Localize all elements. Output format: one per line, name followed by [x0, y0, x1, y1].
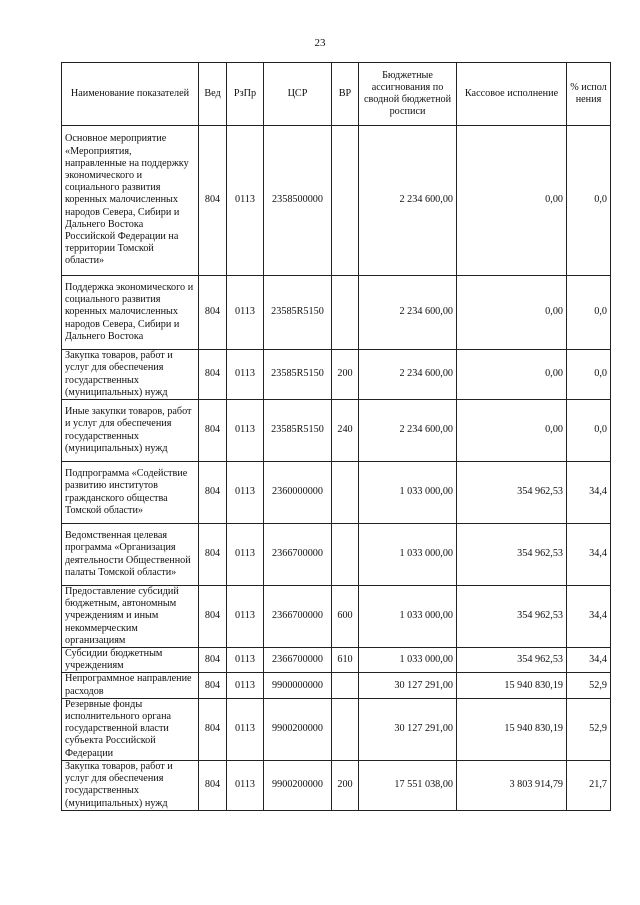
cell-rzpr: 0113	[227, 586, 264, 648]
header-ved: Вед	[199, 63, 227, 126]
cell-rzpr: 0113	[227, 648, 264, 673]
cell-pct: 0,0	[567, 126, 611, 276]
cell-name: Иные закупки товаров, работ и услуг для обеспечения государственных (муниципальных) нужд	[62, 400, 199, 462]
cell-cash: 0,00	[457, 350, 567, 400]
cell-ved: 804	[199, 400, 227, 462]
cell-rzpr: 0113	[227, 400, 264, 462]
cell-budget: 2 234 600,00	[359, 350, 457, 400]
header-cash: Кассовое исполнение	[457, 63, 567, 126]
cell-rzpr: 0113	[227, 126, 264, 276]
cell-vr: 610	[332, 648, 359, 673]
cell-vr	[332, 698, 359, 760]
cell-cash: 3 803 914,79	[457, 760, 567, 810]
cell-ved: 804	[199, 126, 227, 276]
cell-csr: 23585R5150	[264, 276, 332, 350]
cell-ved: 804	[199, 276, 227, 350]
table-row	[62, 350, 611, 400]
cell-vr	[332, 524, 359, 586]
cell-rzpr: 0113	[227, 698, 264, 760]
table-row	[62, 760, 611, 810]
cell-pct: 34,4	[567, 524, 611, 586]
cell-csr: 9900200000	[264, 760, 332, 810]
cell-csr: 9900000000	[264, 673, 332, 698]
cell-name: Основное мероприятие «Мероприятия, направленные на поддержку экономического и социального развития коренных малочисленных народов Севера, Сибири и Дальнего Востока Российской Федерации на территории Томской области»	[62, 126, 199, 276]
cell-name: Непрограммное направление расходов	[62, 673, 199, 698]
cell-cash: 354 962,53	[457, 524, 567, 586]
cell-cash: 15 940 830,19	[457, 698, 567, 760]
cell-csr: 23585R5150	[264, 350, 332, 400]
table-row	[62, 586, 611, 648]
cell-ved: 804	[199, 586, 227, 648]
cell-pct: 52,9	[567, 698, 611, 760]
cell-vr: 200	[332, 350, 359, 400]
cell-name: Закупка товаров, работ и услуг для обеспечения государственных (муниципальных) нужд	[62, 350, 199, 400]
cell-cash: 15 940 830,19	[457, 673, 567, 698]
cell-name: Поддержка экономического и социального развития коренных малочисленных народов Севера, Сибири и Дальнего Востока	[62, 276, 199, 350]
cell-pct: 0,0	[567, 350, 611, 400]
table-row	[62, 673, 611, 698]
cell-cash: 0,00	[457, 276, 567, 350]
header-csr: ЦСР	[264, 63, 332, 126]
page-number: 23	[314, 37, 326, 49]
cell-cash: 354 962,53	[457, 462, 567, 524]
cell-budget: 1 033 000,00	[359, 524, 457, 586]
cell-cash: 0,00	[457, 400, 567, 462]
cell-ved: 804	[199, 524, 227, 586]
cell-ved: 804	[199, 698, 227, 760]
cell-ved: 804	[199, 673, 227, 698]
cell-budget: 2 234 600,00	[359, 400, 457, 462]
header-rzpr: РзПр	[227, 63, 264, 126]
cell-csr: 2366700000	[264, 524, 332, 586]
cell-name: Ведомственная целевая программа «Организация деятельности Общественной палаты Томской области»	[62, 524, 199, 586]
cell-csr: 2358500000	[264, 126, 332, 276]
table-row	[62, 276, 611, 350]
budget-table	[61, 62, 611, 811]
cell-pct: 34,4	[567, 586, 611, 648]
cell-pct: 34,4	[567, 462, 611, 524]
cell-ved: 804	[199, 462, 227, 524]
cell-rzpr: 0113	[227, 673, 264, 698]
cell-rzpr: 0113	[227, 524, 264, 586]
cell-ved: 804	[199, 648, 227, 673]
header-pct: % испол нения	[567, 63, 611, 126]
cell-csr: 23585R5150	[264, 400, 332, 462]
cell-ved: 804	[199, 350, 227, 400]
cell-name: Субсидии бюджетным учреждениям	[62, 648, 199, 673]
cell-vr	[332, 126, 359, 276]
cell-name: Предоставление субсидий бюджетным, автономным учреждениям и иным некоммерческим организациям	[62, 586, 199, 648]
cell-budget: 17 551 038,00	[359, 760, 457, 810]
cell-rzpr: 0113	[227, 760, 264, 810]
table-row	[62, 462, 611, 524]
cell-vr: 240	[332, 400, 359, 462]
cell-cash: 354 962,53	[457, 648, 567, 673]
cell-pct: 0,0	[567, 276, 611, 350]
cell-pct: 0,0	[567, 400, 611, 462]
cell-budget: 2 234 600,00	[359, 276, 457, 350]
cell-ved: 804	[199, 760, 227, 810]
table-row	[62, 524, 611, 586]
table-row	[62, 698, 611, 760]
cell-cash: 0,00	[457, 126, 567, 276]
cell-csr: 2360000000	[264, 462, 332, 524]
cell-vr	[332, 673, 359, 698]
cell-vr: 600	[332, 586, 359, 648]
cell-name: Закупка товаров, работ и услуг для обеспечения государственных (муниципальных) нужд	[62, 760, 199, 810]
cell-rzpr: 0113	[227, 350, 264, 400]
cell-vr	[332, 462, 359, 524]
cell-budget: 1 033 000,00	[359, 648, 457, 673]
cell-pct: 21,7	[567, 760, 611, 810]
table-body	[62, 126, 611, 811]
cell-csr: 2366700000	[264, 648, 332, 673]
cell-pct: 34,4	[567, 648, 611, 673]
header-budget: Бюджетные ассигнования по сводной бюджетной росписи	[359, 63, 457, 126]
cell-budget: 1 033 000,00	[359, 462, 457, 524]
cell-vr: 200	[332, 760, 359, 810]
cell-pct: 52,9	[567, 673, 611, 698]
cell-budget: 30 127 291,00	[359, 673, 457, 698]
table-header-row	[62, 63, 611, 126]
cell-csr: 9900200000	[264, 698, 332, 760]
table-row	[62, 648, 611, 673]
cell-vr	[332, 276, 359, 350]
cell-budget: 1 033 000,00	[359, 586, 457, 648]
cell-name: Резервные фонды исполнительного органа государственной власти субъекта Российской Федерации	[62, 698, 199, 760]
cell-cash: 354 962,53	[457, 586, 567, 648]
cell-rzpr: 0113	[227, 462, 264, 524]
table-row	[62, 126, 611, 276]
cell-budget: 30 127 291,00	[359, 698, 457, 760]
table-row	[62, 400, 611, 462]
cell-csr: 2366700000	[264, 586, 332, 648]
header-vr: ВР	[332, 63, 359, 126]
cell-budget: 2 234 600,00	[359, 126, 457, 276]
cell-rzpr: 0113	[227, 276, 264, 350]
header-name: Наименование показателей	[62, 63, 199, 126]
cell-name: Подпрограмма «Содействие развитию институтов гражданского общества Томской области»	[62, 462, 199, 524]
